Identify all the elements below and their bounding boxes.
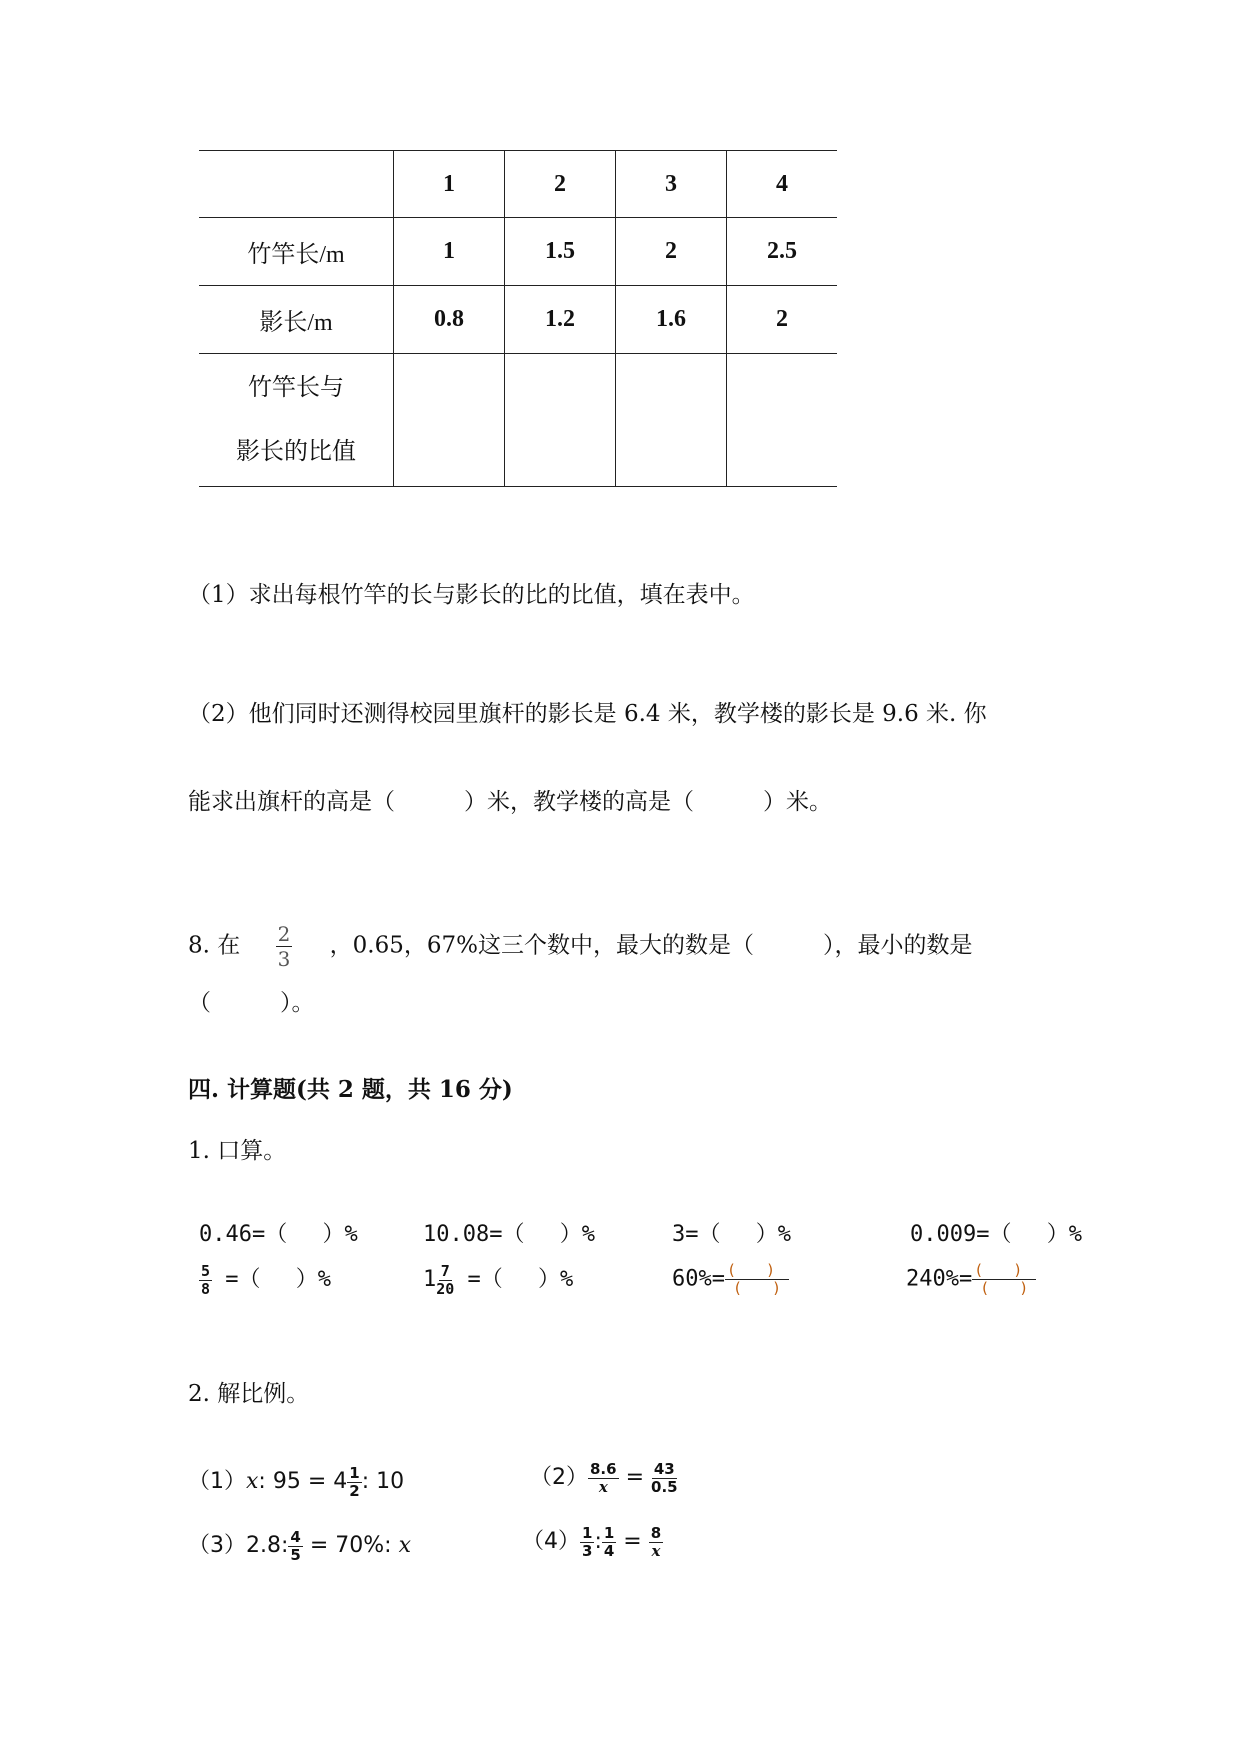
denominator: 5 [290,1545,301,1564]
row-label: 影长/m [199,286,394,354]
denominator: x [598,1477,608,1496]
fraction [288,1529,302,1564]
whole: 1 [423,1267,437,1292]
oral-item: 3=（ ）% [672,1222,791,1247]
row-label: 竹竿长/m [199,218,394,286]
blank-fraction[interactable] [972,1262,1036,1297]
oral-item [199,1262,331,1298]
question-8-line2: （ ）。 [188,990,315,1016]
denominator: 20 [436,1279,455,1298]
oral-item [672,1262,789,1297]
fraction [436,1263,454,1298]
equals: = [623,1529,642,1554]
fraction [602,1525,616,1560]
answer-cell[interactable] [394,354,505,487]
question-2-line2: 能求出旗杆的高是（ ）米，教学楼的高是（ ）米。 [188,789,832,815]
numerator: ( ) [725,1262,789,1280]
fraction [580,1525,594,1560]
table-header-row [199,151,837,218]
blank-fraction[interactable] [725,1262,789,1297]
fraction [649,1525,663,1560]
table-row [199,354,837,487]
table-row [199,218,837,286]
oral-item: 0.009=（ ）% [910,1222,1082,1247]
item-label: （1） [188,1469,246,1494]
proportion-3 [188,1528,411,1564]
table-row [199,286,837,354]
denominator: 0.5 [651,1477,678,1496]
numerator: 2 [277,922,291,946]
fraction [588,1461,619,1496]
table-cell: 1 [394,218,505,286]
q8-prefix: 8. 在 [188,932,241,959]
denominator: ( ) [732,1279,782,1297]
answer-cell[interactable] [616,354,727,487]
numerator: 43 [653,1459,675,1478]
equation-text: = 70%: [302,1533,399,1558]
colon: : [594,1529,602,1554]
equation-text: =（ ）% [212,1267,332,1292]
section-heading: 四. 计算题(共 2 题，共 16 分) [188,1076,513,1103]
denominator: ( ) [980,1279,1029,1297]
numerator: 8.6 [590,1459,617,1478]
fraction [199,1263,212,1298]
row-label-line: 竹竿长与 [248,375,344,401]
answer-cell[interactable] [505,354,616,487]
row-label [199,354,394,487]
item-label: （3） [188,1533,246,1558]
proportion-title: 2. 解比例。 [188,1381,310,1407]
denominator: 3 [277,947,291,971]
numerator: 1 [349,1463,360,1482]
table-cell: 1.6 [616,286,727,354]
equation-text: 2.8: [246,1533,289,1558]
equation-text: : 95 = 4 [258,1469,348,1494]
fraction [651,1461,678,1496]
equation-text: =（ ）% [454,1267,574,1292]
numerator: 7 [440,1261,450,1280]
numerator: 1 [582,1523,593,1542]
table-cell: 1 [394,151,505,218]
oral-item: 0.46=（ ）% [199,1222,358,1247]
oral-item [423,1262,573,1298]
numerator: 5 [201,1261,211,1280]
fraction [276,922,293,971]
table-cell [199,151,394,218]
oral-title: 1. 口算。 [188,1138,287,1164]
table-cell: 2 [727,286,838,354]
equation-text: : 10 [361,1469,405,1494]
denominator: 3 [582,1541,593,1560]
numerator: 8 [650,1523,662,1542]
question-8 [188,922,972,971]
table-cell: 0.8 [394,286,505,354]
denominator: x [651,1541,661,1560]
table-cell: 1.2 [505,286,616,354]
numerator: 1 [603,1523,615,1542]
numerator: ( ) [972,1262,1036,1280]
table-cell: 2.5 [727,218,838,286]
table-cell: 2 [616,218,727,286]
row-label-line: 影长的比值 [236,439,356,465]
equation-text: 60%= [672,1266,725,1292]
table-cell: 3 [616,151,727,218]
item-label: （2） [530,1465,588,1490]
proportion-1 [188,1464,404,1500]
variable: x [398,1533,411,1558]
equals: = [625,1465,645,1490]
oral-item [906,1262,1036,1297]
denominator: 8 [201,1279,211,1298]
variable: x [246,1469,259,1494]
item-label: （4） [522,1529,580,1554]
denominator: 2 [349,1481,360,1500]
proportion-2 [530,1460,678,1496]
denominator: 4 [603,1541,615,1560]
answer-cell[interactable] [727,354,838,487]
numerator: 4 [290,1527,301,1546]
q8-rest: ，0.65，67%这三个数中，最大的数是（ ），最小的数是 [329,932,973,959]
fraction [347,1465,361,1500]
equation-text: 240%= [906,1266,973,1292]
table-cell: 1.5 [505,218,616,286]
oral-item: 10.08=（ ）% [423,1222,595,1247]
table-cell: 2 [505,151,616,218]
question-2-line1: （2）他们同时还测得校园里旗杆的影长是 6.4 米，教学楼的影长是 9.6 米. 你 [188,701,987,727]
question-1: （1）求出每根竹竿的长与影长的比的比值，填在表中。 [188,582,755,608]
table-cell: 4 [727,151,838,218]
bamboo-shadow-table [199,150,837,487]
proportion-4 [522,1524,663,1560]
